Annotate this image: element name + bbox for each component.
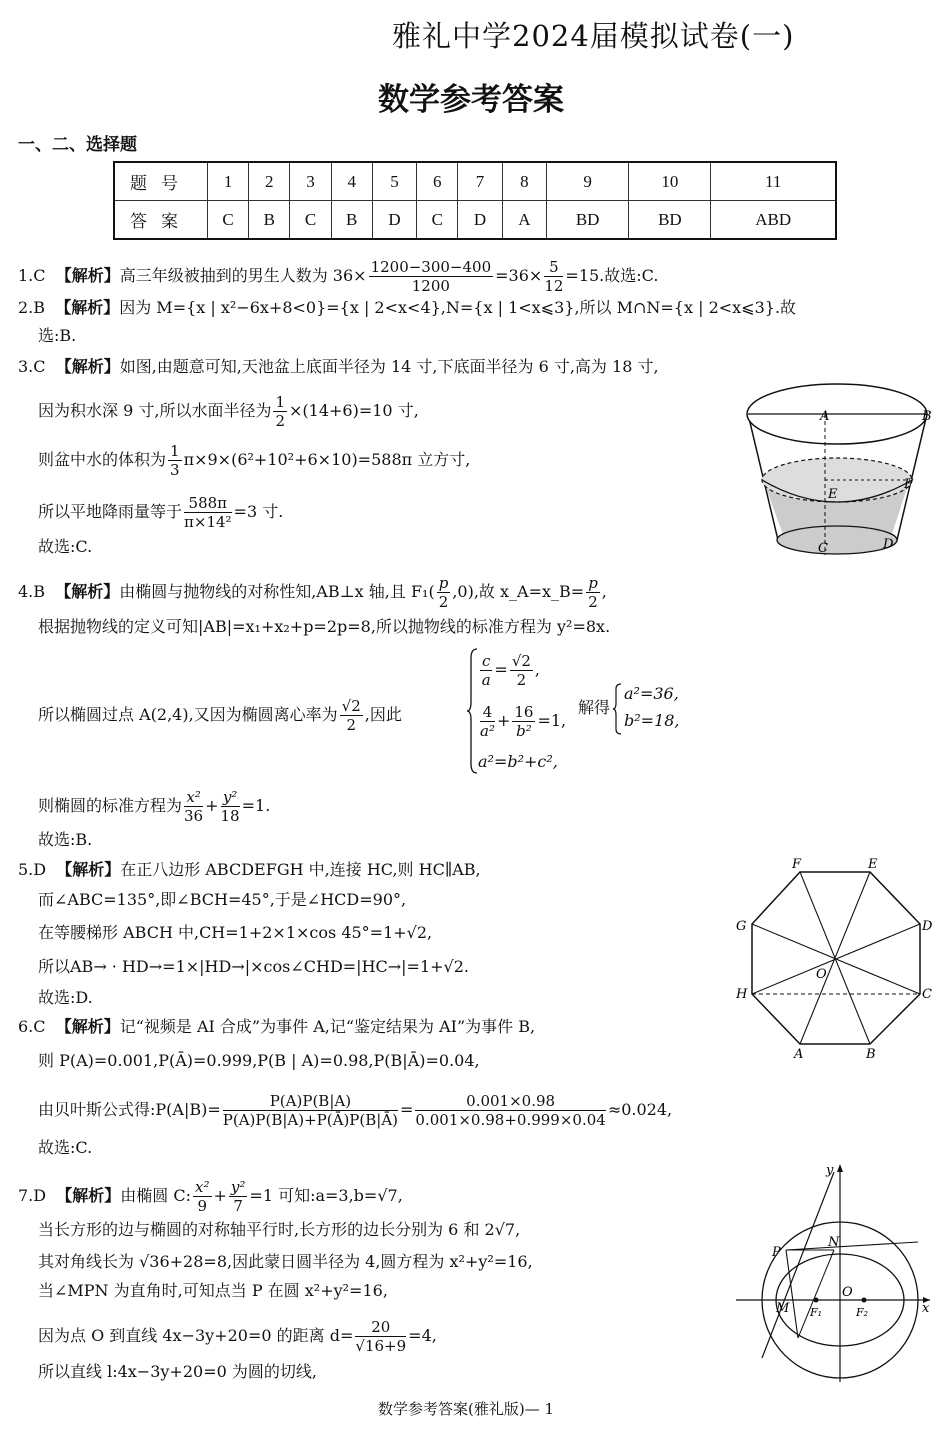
q1-frac2: $\frac{5}{12}$ bbox=[544, 258, 564, 295]
q4-line4: 则椭圆的标准方程为 $\frac{\text{x²}}{36}$ + $\frac{\text{y²}}{18}$ =1. bbox=[38, 788, 271, 825]
q7-line3: 其对角线长为 √36+28=8,因此蒙日圆半径为 4,圆方程为 x²+y²=16, bbox=[38, 1252, 533, 1271]
table-cell-number: 11 bbox=[711, 162, 836, 201]
answer-title: 数学参考答案 bbox=[378, 82, 564, 118]
q7-line1: 7.D 【解析】由椭圆 C: $\frac{\text{x²}}{9}$ + $\frac{\text{y²}}{7}$ =1 可知:a=3,b=√7, bbox=[18, 1178, 403, 1215]
table-row-answers bbox=[114, 201, 836, 240]
table-cell-answer: D bbox=[458, 201, 502, 240]
q1-text: 高三年级被抽到的男生人数为 36× bbox=[119, 266, 367, 285]
table-row-label: 答案 bbox=[114, 201, 208, 240]
q5-line3: 在等腰梯形 ABCH 中,CH=1+2×1×cos 45°=1+√2, bbox=[38, 923, 433, 942]
table-cell-number: 2 bbox=[249, 162, 290, 201]
table-row-label: 题号 bbox=[114, 162, 208, 201]
table-cell-answer: C bbox=[208, 201, 249, 240]
table-cell-number: 3 bbox=[290, 162, 331, 201]
table-cell-number: 9 bbox=[547, 162, 629, 201]
fig-label: x bbox=[922, 1301, 930, 1316]
table-row-numbers bbox=[114, 162, 836, 201]
fig-label: C bbox=[818, 541, 828, 556]
q4-system-1: $\frac{c}{a}$ = $\frac{√2}{2}$ , bbox=[481, 652, 541, 689]
q1-text2: =36× bbox=[495, 266, 543, 285]
q7-line5: 因为点 O 到直线 4x−3y+20=0 的距离 d= $\frac{20}{√16+9}$ =4, bbox=[38, 1318, 437, 1355]
q1-line bbox=[18, 258, 658, 295]
q1-head: 1.C bbox=[18, 266, 46, 285]
table-cell-number: 4 bbox=[331, 162, 372, 201]
fig-label: C bbox=[922, 987, 932, 1002]
fig-label: B bbox=[922, 409, 932, 424]
q4-system-2: $\frac{4}{\text{a²}}$ + $\frac{16}{\text{b²}}$ =1, bbox=[480, 703, 567, 740]
q4-line3: 所以椭圆过点 A(2,4),又因为椭圆离心率为 $\frac{√2}{2}$ ,因此 bbox=[38, 697, 402, 734]
fig-label: H bbox=[736, 987, 748, 1002]
q1-tag: 【解析】 bbox=[55, 266, 120, 285]
table-cell-answer: D bbox=[372, 201, 416, 240]
fig-label: y bbox=[826, 1163, 834, 1178]
q3-line4: 所以平地降雨量等于 $\frac{588\pi}{\text{π×14²}}$ =3 寸. bbox=[38, 494, 284, 531]
table-cell-number: 6 bbox=[417, 162, 458, 201]
fig-label: D bbox=[883, 537, 894, 552]
section-heading: 一、二、选择题 bbox=[18, 135, 137, 155]
fig-label: A bbox=[820, 409, 830, 424]
q1-frac1: $\frac{1200-300-400}{1200}$ bbox=[370, 258, 492, 295]
q4-line2: 根据抛物线的定义可知|AB|=x₁+x₂+p=2p=8,所以抛物线的标准方程为 y²=8x. bbox=[38, 617, 611, 636]
exam-title: 雅礼中学2024届模拟试卷(一) bbox=[392, 19, 795, 53]
table-cell-number: 5 bbox=[372, 162, 416, 201]
table-cell-number: 1 bbox=[208, 162, 249, 201]
fig-label: E bbox=[868, 857, 878, 872]
page-footer: 数学参考答案(雅礼版)— 1 bbox=[378, 1400, 555, 1418]
fig-label: G bbox=[736, 919, 747, 934]
answer-table bbox=[113, 161, 837, 240]
left-brace bbox=[612, 683, 622, 735]
q7-line6: 所以直线 l:4x−3y+20=0 为圆的切线, bbox=[38, 1362, 317, 1381]
fig-label: F bbox=[904, 477, 914, 492]
q5-line4: 所以AB→ · HD→=1×|HD→|×cos∠CHD=|HC→|=1+√2. bbox=[38, 957, 470, 976]
table-cell-answer: BD bbox=[629, 201, 711, 240]
fig-label: N bbox=[828, 1235, 840, 1250]
q3-line3: 则盆中水的体积为 $\frac{1}{3}$ π×9×(6²+10²+6×10)=588π 立方寸, bbox=[38, 442, 471, 479]
q6-line2: 则 P(A)=0.001,P(Ā)=0.999,P(B | A)=0.98,P(B|Ā)=0.04, bbox=[38, 1051, 480, 1070]
q1-text3: =15.故选:C. bbox=[565, 266, 659, 285]
table-cell-number: 8 bbox=[502, 162, 546, 201]
table-cell-answer: B bbox=[249, 201, 290, 240]
q4-result-2: b²=18, bbox=[624, 711, 680, 730]
table-cell-answer: A bbox=[502, 201, 546, 240]
q6-line3: 由贝叶斯公式得:P(A|B)= $\frac{P(A)P(B|A)}{P(A)P(B|A)+P(Ā)P(B|Ā)}$ = $\frac{0.001\times 0.98}{0.001\times 0.98+0.999\times 0.04}$ ≈0.024, bbox=[38, 1092, 673, 1129]
fig-label: E bbox=[828, 487, 838, 502]
q5-line5: 故选:D. bbox=[38, 988, 93, 1007]
octagon-figure bbox=[730, 852, 942, 1064]
table-cell-answer: ABD bbox=[711, 201, 836, 240]
q4-system-3: a²=b²+c², bbox=[478, 752, 558, 771]
table-cell-answer: C bbox=[417, 201, 458, 240]
left-brace bbox=[466, 648, 478, 774]
q3-line5: 故选:C. bbox=[38, 537, 93, 556]
fig-label: F bbox=[792, 857, 802, 872]
fig-label: F₂ bbox=[856, 1306, 869, 1319]
q4-line5: 故选:B. bbox=[38, 830, 93, 849]
q3-line1: 3.C 【解析】如图,由题意可知,天池盆上底面半径为 14 寸,下底面半径为 6 寸,高为 18 寸, bbox=[18, 357, 659, 376]
fig-label: O bbox=[816, 967, 827, 982]
q5-line1: 5.D 【解析】在正八边形 ABCDEFGH 中,连接 HC,则 HC∥AB, bbox=[18, 860, 481, 879]
ellipse-figure bbox=[732, 1160, 937, 1385]
q6-line4: 故选:C. bbox=[38, 1138, 93, 1157]
q4-solve: 解得 bbox=[578, 698, 611, 717]
table-cell-number: 7 bbox=[458, 162, 502, 201]
fig-label: P bbox=[772, 1245, 781, 1260]
q2-line2: 选:B. bbox=[38, 326, 77, 345]
fig-label: F₁ bbox=[810, 1306, 823, 1319]
fig-label: A bbox=[794, 1047, 804, 1062]
table-cell-number: 10 bbox=[629, 162, 711, 201]
table-cell-answer: C bbox=[290, 201, 331, 240]
q6-line1: 6.C 【解析】记“视频是 AI 合成”为事件 A,记“鉴定结果为 AI”为事件 B, bbox=[18, 1017, 536, 1036]
table-cell-answer: BD bbox=[547, 201, 629, 240]
q7-line2: 当长方形的边与椭圆的对称轴平行时,长方形的边长分别为 6 和 2√7, bbox=[38, 1220, 521, 1239]
q3-line2: 因为积水深 9 寸,所以水面半径为 $\frac{1}{2}$ ×(14+6)=10 寸, bbox=[38, 393, 419, 430]
q4-line1: 4.B 【解析】由椭圆与抛物线的对称性知,AB⊥x 轴,且 F₁( $\frac{p}{2}$ ,0),故 x_A=x_B= $\frac{p}{2}$ , bbox=[18, 574, 607, 611]
frustum-figure bbox=[740, 380, 940, 565]
q7-line4: 当∠MPN 为直角时,可知点当 P 在圆 x²+y²=16, bbox=[38, 1281, 388, 1300]
fig-label: B bbox=[866, 1047, 876, 1062]
q5-line2: 而∠ABC=135°,即∠BCH=45°,于是∠HCD=90°, bbox=[38, 890, 407, 909]
fig-label: D bbox=[922, 919, 933, 934]
fig-label: M bbox=[776, 1301, 790, 1316]
fig-label: O bbox=[842, 1285, 853, 1300]
q4-result-1: a²=36, bbox=[624, 684, 679, 703]
q2-line1: 2.B 【解析】因为 M={x | x²−6x+8<0}={x | 2<x<4},N={x | 1<x⩽3},所以 M∩N={x | 2<x⩽3}.故 bbox=[18, 298, 797, 317]
table-cell-answer: B bbox=[331, 201, 372, 240]
